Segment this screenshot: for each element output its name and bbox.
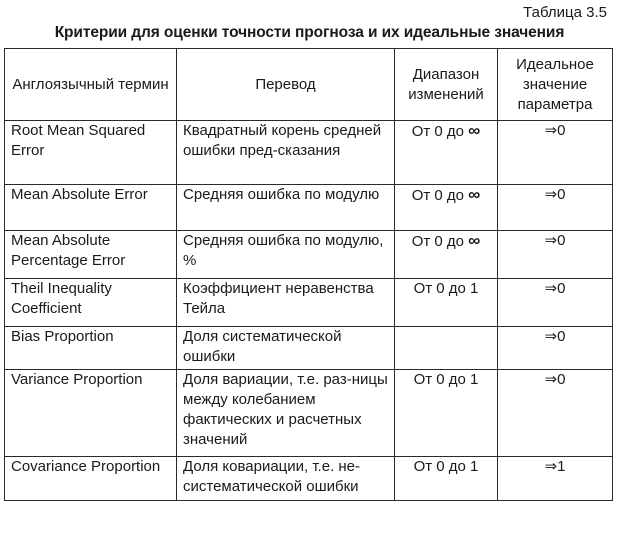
range-text: От 0 до 1 (413, 458, 479, 475)
range-text: От 0 до (411, 187, 464, 204)
table-row (5, 279, 613, 327)
range-text: От 0 до (411, 233, 464, 250)
range-text: От 0 до 1 (413, 371, 479, 388)
term-cell: Variance Proportion (5, 370, 177, 457)
table-number: Таблица 3.5 (523, 4, 607, 21)
table-caption: Критерии для оценки точности прогноза и их идеальные значения (54, 24, 565, 41)
translation-cell: Коэффициент неравенства Тейла (177, 279, 395, 327)
ideal-cell: ⇒0 (498, 231, 613, 279)
range-text: От 0 до (411, 123, 464, 140)
range-cell (395, 457, 498, 501)
ideal-cell: ⇒1 (498, 457, 613, 501)
term-cell: Mean Absolute Percentage Error (5, 231, 177, 279)
table-row (5, 327, 613, 370)
ideal-cell: ⇒0 (498, 121, 613, 185)
table-row (5, 185, 613, 231)
translation-cell: Квадратный корень средней ошибки пред-сказания (177, 121, 395, 185)
range-cell (395, 121, 498, 185)
range-cell (395, 185, 498, 231)
term-cell: Root Mean Squared Error (5, 121, 177, 185)
header-translation: Перевод (177, 49, 395, 121)
infinity-symbol: ∞ (468, 185, 481, 204)
ideal-cell: ⇒0 (498, 185, 613, 231)
ideal-cell: ⇒0 (498, 327, 613, 370)
header-row (5, 49, 613, 121)
table-row (5, 231, 613, 279)
translation-cell: Средняя ошибка по модулю (177, 185, 395, 231)
term-cell: Covariance Proportion (5, 457, 177, 501)
infinity-symbol: ∞ (468, 231, 481, 250)
translation-cell: Доля систематической ошибки (177, 327, 395, 370)
ideal-cell: ⇒0 (498, 370, 613, 457)
header-ideal: Идеальное значение параметра (498, 49, 613, 121)
criteria-table (4, 48, 613, 501)
table-row (5, 370, 613, 457)
header-term: Англоязычный термин (5, 49, 177, 121)
range-cell (395, 327, 498, 370)
table-row (5, 121, 613, 185)
term-cell: Theil Inequality Coefficient (5, 279, 177, 327)
header-range: Диапазон изменений (395, 49, 498, 121)
range-cell (395, 370, 498, 457)
range-text: От 0 до 1 (413, 280, 479, 297)
translation-cell: Доля ковариации, т.е. не-систематической ошибки (177, 457, 395, 501)
infinity-symbol: ∞ (468, 121, 481, 140)
range-cell (395, 279, 498, 327)
range-cell (395, 231, 498, 279)
term-cell: Mean Absolute Error (5, 185, 177, 231)
table-row (5, 457, 613, 501)
term-cell: Bias Proportion (5, 327, 177, 370)
translation-cell: Доля вариации, т.е. раз-ницы между колебанием фактических и расчетных значений (177, 370, 395, 457)
translation-cell: Средняя ошибка по модулю, % (177, 231, 395, 279)
ideal-cell: ⇒0 (498, 279, 613, 327)
